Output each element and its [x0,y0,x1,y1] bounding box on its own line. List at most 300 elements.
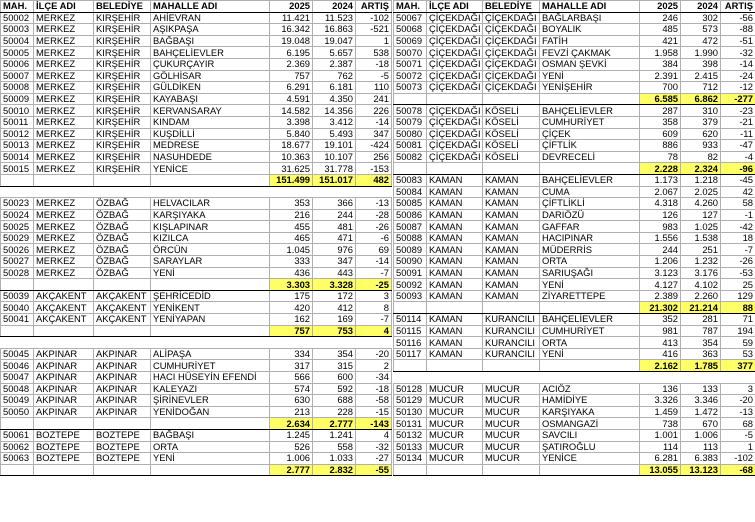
right-table-body [394,12,755,476]
cell-ilce: ÇİÇEKDAĞI [427,105,483,117]
cell-2024: 1.538 [681,232,721,244]
cell-2025: 1.206 [640,256,681,268]
cell-artis: -23 [721,105,755,117]
cell-2025: 566 [270,372,313,384]
subtotal-blank-cell [483,302,540,314]
cell-2024: 354 [681,337,721,349]
cell-2024: 472 [681,35,721,47]
cell-ilce: ÇİÇEKDAĞI [427,58,483,70]
cell-2024: 481 [313,221,356,233]
cell-belediye: KÖSELİ [483,140,540,152]
cell-belediye: ÇİÇEKDAĞI [483,70,540,82]
cell-2025: 1.001 [640,429,681,441]
cell-ilce: KAMAN [427,209,483,221]
table-row [394,198,755,210]
cell-mahalle: YENİ [151,267,270,279]
cell-mah-code: 50049 [1,395,34,407]
cell-mah-code: 50002 [1,12,34,24]
subtotal-2024: 2.777 [313,418,356,430]
cell-2025: 1.245 [270,429,313,441]
cell-mahalle: MEDRESE [151,140,270,152]
table-row [394,221,755,233]
cell-mah-code: 50082 [394,151,427,163]
cell-mah-code: 50005 [1,47,34,59]
cell-ilce: MERKEZ [34,105,94,117]
cell-artis: -14 [721,58,755,70]
cell-mah-code: 50134 [394,453,427,465]
cell-2024: 1.232 [681,256,721,268]
subtotal-blank-cell [151,418,270,430]
cell-mah-code: 50086 [394,209,427,221]
cell-ilce: KAMAN [427,232,483,244]
cell-ilce: AKÇAKENT [34,314,94,326]
cell-mahalle: ORTA [151,441,270,453]
cell-belediye: AKPINAR [94,383,151,395]
subtotal-blank-cell [427,163,483,175]
cell-mah-code: 50040 [1,302,34,314]
cell-mah-code: 50028 [1,267,34,279]
cell-2025: 1.556 [640,232,681,244]
table-row [394,140,755,152]
cell-ilce: AKÇAKENT [34,290,94,302]
table-row [1,116,392,128]
cell-mah-code: 50072 [394,70,427,82]
cell-mahalle: FEVZİ ÇAKMAK [540,47,640,59]
cell-belediye: AKPINAR [94,360,151,372]
cell-belediye: KÖSELİ [483,151,540,163]
subtotal-2024: 21.214 [681,302,721,314]
cell-artis: -34 [356,372,392,384]
table-row [1,12,392,24]
cell-2024 [313,337,356,349]
cell-mahalle: ZİYARETTEPE [540,290,640,302]
cell-mahalle: OSMAN ŞEVKİ [540,58,640,70]
cell-ilce: MERKEZ [34,256,94,268]
cell-2024: 412 [313,302,356,314]
table-row [1,372,392,384]
subtotal-blank-cell [540,163,640,175]
cell-2024: 6.383 [681,453,721,465]
cell-belediye: KAMAN [483,209,540,221]
cell-2025: 465 [270,232,313,244]
cell-belediye: BOZTEPE [94,441,151,453]
cell-artis: 226 [356,105,392,117]
cell-belediye: KIRŞEHİR [94,163,151,175]
cell-mahalle [540,372,640,384]
cell-artis: -424 [356,140,392,152]
cell-mah-code: 50079 [394,116,427,128]
cell-mahalle: YENİDOĞAN [151,406,270,418]
cell-belediye: ÖZBAĞ [94,198,151,210]
subtotal-artis: -68 [721,464,755,476]
col-header-belediye: BELEDİYE [94,1,151,13]
cell-2024: 1.006 [681,429,721,441]
cell-mahalle: AHİEVRAN [151,12,270,24]
table-row [394,244,755,256]
subtotal-2024: 753 [313,325,356,337]
cell-2025: 317 [270,360,313,372]
cell-2024: 315 [313,360,356,372]
cell-mah-code: 50003 [1,24,34,36]
cell-artis: -15 [356,406,392,418]
cell-belediye: ÖZBAĞ [94,221,151,233]
cell-artis: -58 [356,395,392,407]
table-row [394,82,755,94]
cell-2025: 246 [640,12,681,24]
table-row [1,383,392,395]
cell-artis: -26 [721,256,755,268]
cell-belediye: KURANCILI [483,325,540,337]
cell-2025: 216 [270,209,313,221]
cell-mah-code: 50011 [1,116,34,128]
cell-mahalle: SARIUŞAĞI [540,267,640,279]
cell-2025: 757 [270,70,313,82]
cell-artis: 241 [356,93,392,105]
table-row [1,406,392,418]
subtotal-row [1,464,392,476]
cell-artis: 59 [721,337,755,349]
cell-mah-code: 50069 [394,35,427,47]
cell-2024: 3.176 [681,267,721,279]
cell-2025: 3.398 [270,116,313,128]
left-header-row [1,1,392,13]
cell-2024: 558 [313,441,356,453]
table-row [394,325,755,337]
cell-mah-code: 50068 [394,24,427,36]
cell-mah-code: 50093 [394,290,427,302]
subtotal-blank-cell [151,325,270,337]
spacer-row [394,372,755,384]
cell-2025: 2.389 [640,290,681,302]
cell-mah-code: 50089 [394,244,427,256]
cell-mahalle: ÇİFTLİK [540,140,640,152]
cell-artis: -27 [356,453,392,465]
cell-belediye: KIRŞEHİR [94,12,151,24]
cell-2025: 630 [270,395,313,407]
cell-belediye: KIRŞEHİR [94,128,151,140]
cell-mahalle: OSMANGAZİ [540,418,640,430]
cell-2025: 413 [640,337,681,349]
cell-belediye: MUCUR [483,406,540,418]
subtotal-2024: 2.324 [681,163,721,175]
table-row [1,105,392,117]
cell-2025: 574 [270,383,313,395]
cell-2025: 353 [270,198,313,210]
cell-mah-code: 50046 [1,360,34,372]
cell-mah-code: 50047 [1,372,34,384]
cell-mah-code: 50130 [394,406,427,418]
cell-2025: 455 [270,221,313,233]
cell-mah-code: 50063 [1,453,34,465]
subtotal-blank-cell [34,418,94,430]
cell-2024: 11.523 [313,12,356,24]
cell-2025: 1.958 [640,47,681,59]
table-row [1,244,392,256]
subtotal-blank-cell [427,93,483,105]
cell-ilce: MERKEZ [34,163,94,175]
cell-mahalle: YENİ [151,453,270,465]
cell-2025: 18.677 [270,140,313,152]
cell-mahalle: KUŞDİLLİ [151,128,270,140]
cell-belediye: KURANCILI [483,314,540,326]
table-row [1,24,392,36]
cell-artis: 42 [721,186,755,198]
cell-artis: 256 [356,151,392,163]
cell-mah-code: 50085 [394,198,427,210]
cell-mah-code: 50023 [1,198,34,210]
subtotal-blank-cell [427,302,483,314]
cell-belediye: KIRŞEHİR [94,47,151,59]
cell-mah-code: 50015 [1,163,34,175]
cell-mahalle: ÇİFTLİKLİ [540,198,640,210]
subtotal-artis: -55 [356,464,392,476]
cell-artis: -4 [721,151,755,163]
subtotal-2025: 2.634 [270,418,313,430]
cell-belediye: KAMAN [483,290,540,302]
cell-ilce: MERKEZ [34,198,94,210]
cell-mahalle: GÖLHİSAR [151,70,270,82]
cell-ilce: MERKEZ [34,70,94,82]
subtotal-row [394,302,755,314]
cell-ilce: KAMAN [427,279,483,291]
cell-ilce: BOZTEPE [34,453,94,465]
cell-ilce: MERKEZ [34,116,94,128]
cell-ilce: AKPINAR [34,395,94,407]
cell-mah-code: 50087 [394,221,427,233]
cell-belediye: MUCUR [483,418,540,430]
subtotal-blank-cell [483,93,540,105]
cell-ilce: ÇİÇEKDAĞI [427,47,483,59]
cell-2024: 244 [313,209,356,221]
cell-2024: 443 [313,267,356,279]
cell-ilce: MUCUR [427,441,483,453]
table-row [1,256,392,268]
table-row [394,348,755,360]
table-row [1,70,392,82]
cell-2025: 526 [270,441,313,453]
cell-artis: 347 [356,128,392,140]
cell-artis: -18 [356,383,392,395]
cell-2025 [640,372,681,384]
cell-mah-code: 50083 [394,174,427,186]
cell-artis: 25 [721,279,755,291]
cell-ilce: MERKEZ [34,151,94,163]
cell-artis: -11 [721,128,755,140]
cell-2025: 6.281 [640,453,681,465]
subtotal-blank-cell [94,464,151,476]
cell-2025: 114 [640,441,681,453]
subtotal-blank-cell [540,93,640,105]
cell-belediye: KAMAN [483,198,540,210]
cell-mah-code: 50084 [394,186,427,198]
cell-2024: 573 [681,24,721,36]
cell-artis [356,337,392,349]
cell-mahalle: YENİCE [540,453,640,465]
cell-2025: 416 [640,348,681,360]
cell-mah-code: 50133 [394,441,427,453]
cell-ilce: KAMAN [427,325,483,337]
col-header-2025: 2025 [640,1,681,13]
cell-belediye: KAMAN [483,256,540,268]
table-row [1,221,392,233]
cell-ilce: KAMAN [427,198,483,210]
cell-belediye: AKÇAKENT [94,302,151,314]
cell-mahalle: CUMHURİYET [540,325,640,337]
cell-2024: 127 [681,209,721,221]
cell-2024: 4.350 [313,93,356,105]
table-row [394,290,755,302]
cell-2024: 398 [681,58,721,70]
cell-2025: 421 [640,35,681,47]
subtotal-row [1,174,392,186]
cell-artis: -45 [721,174,755,186]
cell-2024: 16.863 [313,24,356,36]
subtotal-row [394,163,755,175]
cell-2025: 6.195 [270,47,313,59]
table-row [394,12,755,24]
subtotal-row [394,464,755,476]
cell-ilce: MERKEZ [34,209,94,221]
cell-2024: 14.356 [313,105,356,117]
cell-artis: -20 [721,395,755,407]
cell-belediye: KIRŞEHİR [94,140,151,152]
subtotal-blank-cell [394,464,427,476]
cell-belediye: KAMAN [483,186,540,198]
cell-2025: 1.173 [640,174,681,186]
col-header-mahalle: MAHALLE ADI [540,1,640,13]
cell-belediye: ÇİÇEKDAĞI [483,12,540,24]
cell-ilce [34,186,94,198]
cell-belediye: KÖSELİ [483,105,540,117]
cell-mahalle [151,186,270,198]
cell-artis: -6 [356,232,392,244]
table-row [394,151,755,163]
cell-ilce: MERKEZ [34,58,94,70]
cell-2025: 1.045 [270,244,313,256]
cell-mahalle: YENİŞEHİR [540,82,640,94]
cell-mah-code: 50067 [394,12,427,24]
cell-mahalle: GAFFAR [540,221,640,233]
cell-mah-code: 50050 [1,406,34,418]
cell-ilce: MUCUR [427,453,483,465]
cell-artis: -102 [356,12,392,24]
cell-2025: 609 [640,128,681,140]
cell-artis: 18 [721,232,755,244]
cell-mahalle: BAHÇELİEVLER [151,47,270,59]
cell-mah-code: 50025 [1,221,34,233]
cell-2024: 366 [313,198,356,210]
subtotal-artis: 482 [356,174,392,186]
cell-artis: -21 [721,116,755,128]
cell-mahalle: MÜDERRİS [540,244,640,256]
cell-2025: 384 [640,58,681,70]
cell-artis: -51 [721,35,755,47]
cell-ilce: ÇİÇEKDAĞI [427,82,483,94]
cell-mahalle: AŞIKPAŞA [151,24,270,36]
cell-ilce: MERKEZ [34,93,94,105]
cell-2025: 981 [640,325,681,337]
cell-artis: -28 [356,209,392,221]
cell-ilce: MERKEZ [34,244,94,256]
cell-mah-code: 50091 [394,267,427,279]
subtotal-artis: 88 [721,302,755,314]
table-row [394,395,755,407]
cell-2025: 738 [640,418,681,430]
table-row [1,198,392,210]
cell-2024 [681,372,721,384]
subtotal-artis: -277 [721,93,755,105]
cell-mah-code: 50071 [394,58,427,70]
table-row [394,105,755,117]
subtotal-row [394,93,755,105]
cell-belediye: MUCUR [483,441,540,453]
subtotal-blank-cell [1,418,34,430]
subtotal-blank-cell [483,464,540,476]
table-row [394,418,755,430]
subtotal-artis: -96 [721,163,755,175]
cell-2024: 1.472 [681,406,721,418]
cell-belediye: KURANCILI [483,337,540,349]
cell-belediye: KAMAN [483,174,540,186]
cell-belediye: ÇİÇEKDAĞI [483,47,540,59]
subtotal-2025: 21.302 [640,302,681,314]
cell-ilce: KAMAN [427,314,483,326]
cell-artis: -13 [356,198,392,210]
cell-2025: 420 [270,302,313,314]
cell-2025: 14.582 [270,105,313,117]
cell-belediye: BOZTEPE [94,453,151,465]
cell-mahalle: ÖRCÜN [151,244,270,256]
cell-artis [356,186,392,198]
cell-artis: 1 [356,35,392,47]
cell-mah-code: 50027 [1,256,34,268]
cell-belediye: ÇİÇEKDAĞI [483,35,540,47]
cell-ilce: ÇİÇEKDAĞI [427,116,483,128]
subtotal-blank-cell [394,163,427,175]
cell-2024: 688 [313,395,356,407]
right-header-row [394,1,755,13]
cell-artis: -24 [721,70,755,82]
cell-2024: 5.493 [313,128,356,140]
cell-mah-code: 50129 [394,395,427,407]
cell-mahalle: KIZILCA [151,232,270,244]
cell-ilce: KAMAN [427,337,483,349]
cell-2025: 11.421 [270,12,313,24]
subtotal-blank-cell [483,163,540,175]
table-row [1,35,392,47]
subtotal-blank-cell [540,360,640,372]
cell-2025: 6.291 [270,82,313,94]
cell-mahalle: HAMİDİYE [540,395,640,407]
subtotal-2025: 2.777 [270,464,313,476]
cell-ilce: MERKEZ [34,24,94,36]
cell-artis: 2 [356,360,392,372]
cell-ilce: KAMAN [427,174,483,186]
cell-mah-code: 50014 [1,151,34,163]
cell-2024: 600 [313,372,356,384]
cell-mah-code: 50061 [1,429,34,441]
cell-mah-code: 50048 [1,383,34,395]
col-header-2024: 2024 [681,1,721,13]
cell-2025: 19.048 [270,35,313,47]
table-row [1,128,392,140]
cell-2025: 3.123 [640,267,681,279]
cell-2024: 228 [313,406,356,418]
table-row [394,383,755,395]
table-row [394,70,755,82]
cell-belediye: AKPINAR [94,395,151,407]
table-row [394,267,755,279]
